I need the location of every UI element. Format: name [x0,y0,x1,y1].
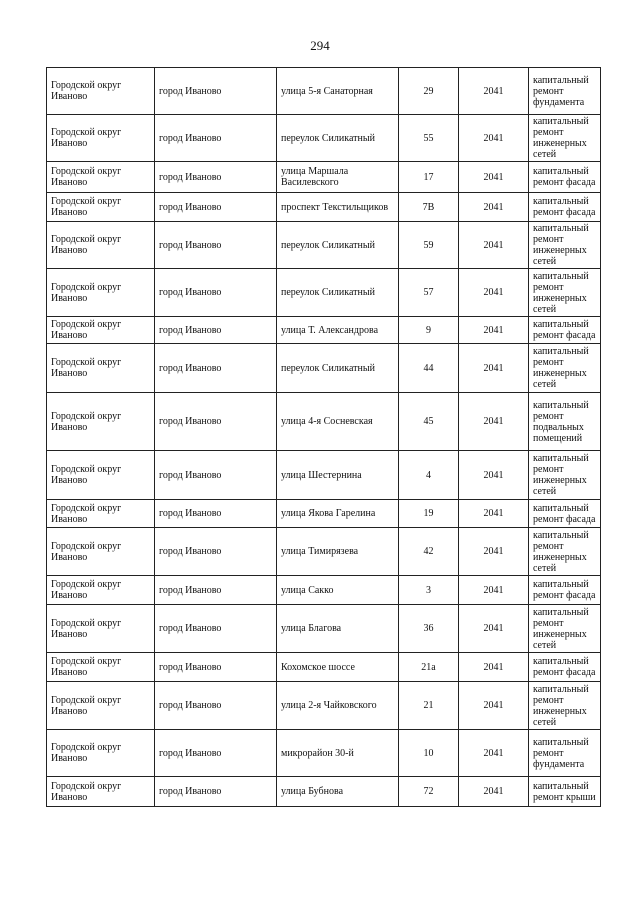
city-cell: город Иваново [155,344,277,393]
year-cell: 2041 [459,576,529,605]
house-number-cell: 21 [399,682,459,730]
street-cell: переулок Силикатный [277,269,399,317]
district-cell: Городской округ Иваново [47,162,155,193]
table-row [47,68,601,115]
house-number-cell: 57 [399,269,459,317]
city-cell: город Иваново [155,576,277,605]
work-type-cell: капитальный ремонт фасада [529,576,601,605]
table-row [47,222,601,269]
district-cell: Городской округ Иваново [47,576,155,605]
table-row [47,317,601,344]
registry-table [46,67,601,807]
year-cell: 2041 [459,730,529,777]
district-cell: Городской округ Иваново [47,730,155,777]
district-cell: Городской округ Иваново [47,451,155,500]
table-row [47,451,601,500]
work-type-cell: капитальный ремонт фундамента [529,730,601,777]
year-cell: 2041 [459,193,529,222]
city-cell: город Иваново [155,393,277,451]
year-cell: 2041 [459,317,529,344]
year-cell: 2041 [459,528,529,576]
street-cell: улица Маршала Василевского [277,162,399,193]
table-row [47,193,601,222]
table-row [47,605,601,653]
year-cell: 2041 [459,269,529,317]
district-cell: Городской округ Иваново [47,68,155,115]
house-number-cell: 29 [399,68,459,115]
house-number-cell: 59 [399,222,459,269]
table-row [47,777,601,807]
street-cell: улица Благова [277,605,399,653]
city-cell: город Иваново [155,68,277,115]
year-cell: 2041 [459,451,529,500]
house-number-cell: 44 [399,344,459,393]
district-cell: Городской округ Иваново [47,500,155,528]
street-cell: улица Якова Гарелина [277,500,399,528]
city-cell: город Иваново [155,193,277,222]
work-type-cell: капитальный ремонт фасада [529,193,601,222]
table-row [47,162,601,193]
work-type-cell: капитальный ремонт фундамента [529,68,601,115]
district-cell: Городской округ Иваново [47,777,155,807]
district-cell: Городской округ Иваново [47,115,155,162]
year-cell: 2041 [459,68,529,115]
house-number-cell: 9 [399,317,459,344]
work-type-cell: капитальный ремонт фасада [529,317,601,344]
table-row [47,576,601,605]
table-row [47,115,601,162]
street-cell: улица Тимирязева [277,528,399,576]
city-cell: город Иваново [155,269,277,317]
street-cell: Кохомское шоссе [277,653,399,682]
street-cell: улица 2-я Чайковского [277,682,399,730]
work-type-cell: капитальный ремонт инженерных сетей [529,222,601,269]
table-body [47,68,601,807]
work-type-cell: капитальный ремонт фасада [529,653,601,682]
work-type-cell: капитальный ремонт инженерных сетей [529,605,601,653]
district-cell: Городской округ Иваново [47,269,155,317]
district-cell: Городской округ Иваново [47,193,155,222]
city-cell: город Иваново [155,115,277,162]
house-number-cell: 45 [399,393,459,451]
street-cell: улица Бубнова [277,777,399,807]
street-cell: переулок Силикатный [277,115,399,162]
district-cell: Городской округ Иваново [47,653,155,682]
year-cell: 2041 [459,162,529,193]
district-cell: Городской округ Иваново [47,222,155,269]
house-number-cell: 3 [399,576,459,605]
city-cell: город Иваново [155,682,277,730]
table-row [47,528,601,576]
year-cell: 2041 [459,393,529,451]
table-row [47,393,601,451]
year-cell: 2041 [459,500,529,528]
year-cell: 2041 [459,344,529,393]
city-cell: город Иваново [155,605,277,653]
year-cell: 2041 [459,222,529,269]
city-cell: город Иваново [155,162,277,193]
work-type-cell: капитальный ремонт крыши [529,777,601,807]
table-row [47,653,601,682]
city-cell: город Иваново [155,222,277,269]
work-type-cell: капитальный ремонт инженерных сетей [529,528,601,576]
house-number-cell: 36 [399,605,459,653]
street-cell: проспект Текстильщиков [277,193,399,222]
work-type-cell: капитальный ремонт подвальных помещений [529,393,601,451]
work-type-cell: капитальный ремонт инженерных сетей [529,269,601,317]
year-cell: 2041 [459,605,529,653]
city-cell: город Иваново [155,653,277,682]
house-number-cell: 21а [399,653,459,682]
work-type-cell: капитальный ремонт фасада [529,162,601,193]
work-type-cell: капитальный ремонт инженерных сетей [529,115,601,162]
city-cell: город Иваново [155,528,277,576]
year-cell: 2041 [459,653,529,682]
street-cell: улица 5-я Санаторная [277,68,399,115]
work-type-cell: капитальный ремонт фасада [529,500,601,528]
street-cell: улица 4-я Сосневская [277,393,399,451]
city-cell: город Иваново [155,451,277,500]
street-cell: улица Сакко [277,576,399,605]
district-cell: Городской округ Иваново [47,393,155,451]
house-number-cell: 10 [399,730,459,777]
house-number-cell: 42 [399,528,459,576]
district-cell: Городской округ Иваново [47,528,155,576]
table-row [47,344,601,393]
street-cell: улица Шестернина [277,451,399,500]
page-number: 294 [310,38,330,53]
street-cell: микрорайон 30-й [277,730,399,777]
city-cell: город Иваново [155,730,277,777]
house-number-cell: 55 [399,115,459,162]
street-cell: переулок Силикатный [277,222,399,269]
city-cell: город Иваново [155,500,277,528]
work-type-cell: капитальный ремонт инженерных сетей [529,682,601,730]
house-number-cell: 4 [399,451,459,500]
work-type-cell: капитальный ремонт инженерных сетей [529,451,601,500]
street-cell: переулок Силикатный [277,344,399,393]
table-row [47,730,601,777]
table-row [47,269,601,317]
year-cell: 2041 [459,115,529,162]
district-cell: Городской округ Иваново [47,605,155,653]
house-number-cell: 72 [399,777,459,807]
table-row [47,682,601,730]
district-cell: Городской округ Иваново [47,317,155,344]
house-number-cell: 17 [399,162,459,193]
city-cell: город Иваново [155,317,277,344]
house-number-cell: 19 [399,500,459,528]
city-cell: город Иваново [155,777,277,807]
district-cell: Городской округ Иваново [47,682,155,730]
year-cell: 2041 [459,777,529,807]
work-type-cell: капитальный ремонт инженерных сетей [529,344,601,393]
table-row [47,500,601,528]
house-number-cell: 7В [399,193,459,222]
street-cell: улица Т. Александрова [277,317,399,344]
year-cell: 2041 [459,682,529,730]
district-cell: Городской округ Иваново [47,344,155,393]
